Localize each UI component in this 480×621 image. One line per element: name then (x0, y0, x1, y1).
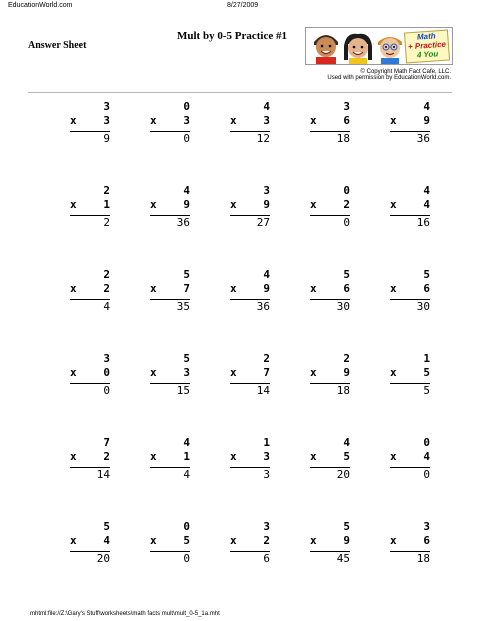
answer-value: 27 (256, 216, 270, 229)
bottom-factor: 3 (263, 114, 270, 127)
problem-stack (70, 436, 110, 482)
permission-line: Used with permission by EducationWorld.com. (327, 75, 451, 81)
times-sign: x (150, 450, 157, 463)
answer-value: 15 (176, 384, 190, 397)
multiplication-problem (200, 268, 280, 352)
answer-value: 16 (416, 216, 430, 229)
multiplication-problem (200, 352, 280, 436)
times-sign: x (150, 282, 157, 295)
problem-stack (230, 184, 270, 230)
times-sign: x (310, 366, 317, 379)
problem-stack (390, 520, 430, 566)
problem-row (40, 436, 440, 520)
problem-stack (70, 184, 110, 230)
bottom-factor: 6 (343, 114, 350, 127)
problem-stack (390, 268, 430, 314)
times-sign: x (310, 282, 317, 295)
problem-stack (390, 352, 430, 398)
top-factor: 0 (183, 100, 190, 113)
bottom-factor: 9 (263, 198, 270, 211)
bottom-factor: 7 (263, 366, 270, 379)
top-factor: 3 (103, 100, 110, 113)
answer-value: 0 (423, 468, 430, 481)
answer-value: 30 (336, 300, 350, 313)
operator-line (310, 534, 350, 548)
times-sign: x (150, 114, 157, 127)
multiplication-problem (280, 436, 360, 520)
bottom-factor: 7 (183, 282, 190, 295)
top-factor: 7 (103, 436, 110, 449)
problem-stack (70, 100, 110, 146)
answer-value: 14 (96, 468, 110, 481)
multiplication-problem (120, 268, 200, 352)
operator-line (150, 450, 190, 464)
bottom-factor: 3 (263, 450, 270, 463)
top-factor: 5 (343, 268, 350, 281)
operator-line (150, 114, 190, 128)
top-factor: 4 (263, 100, 270, 113)
multiplication-problem (200, 520, 280, 604)
times-sign: x (390, 534, 397, 547)
print-header-site: EducationWorld.com (8, 2, 73, 9)
logo-text-math: Math (416, 31, 436, 42)
top-factor: 0 (423, 436, 430, 449)
header-divider (28, 92, 452, 93)
times-sign: x (230, 534, 237, 547)
multiplication-problem (280, 100, 360, 184)
bottom-factor: 6 (423, 282, 430, 295)
bottom-factor: 3 (183, 366, 190, 379)
answer-value: 35 (176, 300, 190, 313)
answer-value: 9 (103, 132, 110, 145)
top-factor: 2 (263, 352, 270, 365)
answer-value: 18 (336, 132, 350, 145)
answer-value: 20 (336, 468, 350, 481)
times-sign: x (230, 114, 237, 127)
operator-line (230, 450, 270, 464)
bottom-factor: 9 (343, 534, 350, 547)
top-factor: 3 (103, 352, 110, 365)
top-factor: 2 (343, 352, 350, 365)
multiplication-problem (120, 520, 200, 604)
problem-stack (70, 268, 110, 314)
multiplication-problem (120, 352, 200, 436)
bottom-factor: 9 (263, 282, 270, 295)
problem-stack (150, 268, 190, 314)
problem-stack (390, 100, 430, 146)
operator-line (310, 282, 350, 296)
top-factor: 0 (183, 520, 190, 533)
problem-stack (310, 436, 350, 482)
bottom-factor: 2 (103, 282, 110, 295)
bottom-factor: 3 (103, 114, 110, 127)
multiplication-problem (200, 100, 280, 184)
copyright-line: © Copyright Math Fact Cafe, LLC. (360, 69, 451, 75)
answer-value: 0 (103, 384, 110, 397)
bottom-factor: 5 (423, 366, 430, 379)
answer-value: 5 (423, 384, 430, 397)
times-sign: x (70, 366, 77, 379)
times-sign: x (70, 282, 77, 295)
times-sign: x (390, 282, 397, 295)
answer-value: 20 (96, 552, 110, 565)
times-sign: x (230, 282, 237, 295)
multiplication-problem (40, 520, 120, 604)
operator-line (310, 450, 350, 464)
logo-text-4you: 4 You (416, 49, 439, 60)
top-factor: 3 (343, 100, 350, 113)
top-factor: 5 (423, 268, 430, 281)
operator-line (310, 114, 350, 128)
top-factor: 1 (423, 352, 430, 365)
answer-value: 12 (256, 132, 270, 145)
problem-stack (230, 268, 270, 314)
bottom-factor: 2 (343, 198, 350, 211)
multiplication-problem (40, 352, 120, 436)
times-sign: x (230, 198, 237, 211)
operator-line (70, 366, 110, 380)
operator-line (310, 198, 350, 212)
answer-value: 36 (416, 132, 430, 145)
multiplication-problem (200, 184, 280, 268)
operator-line (150, 198, 190, 212)
operator-line (70, 114, 110, 128)
operator-line (70, 450, 110, 464)
multiplication-problem (360, 184, 440, 268)
answer-value: 14 (256, 384, 270, 397)
print-footer-path: mhtml:file://Z:\Gary's Stuff\worksheets\math facts mult\mult_0-5_1a.mht (30, 611, 220, 617)
problem-stack (150, 352, 190, 398)
operator-line (150, 282, 190, 296)
answer-value: 4 (103, 300, 110, 313)
operator-line (70, 534, 110, 548)
multiplication-problem (360, 268, 440, 352)
operator-line (390, 366, 430, 380)
times-sign: x (230, 450, 237, 463)
times-sign: x (150, 198, 157, 211)
times-sign: x (390, 366, 397, 379)
multiplication-problem (120, 100, 200, 184)
top-factor: 5 (183, 268, 190, 281)
multiplication-problem (40, 436, 120, 520)
math-practice-card (404, 30, 450, 64)
bottom-factor: 9 (343, 366, 350, 379)
operator-line (150, 366, 190, 380)
times-sign: x (150, 366, 157, 379)
bottom-factor: 4 (423, 198, 430, 211)
operator-line (390, 114, 430, 128)
multiplication-problem (120, 436, 200, 520)
answer-value: 45 (336, 552, 350, 565)
operator-line (390, 450, 430, 464)
top-factor: 4 (263, 268, 270, 281)
bottom-factor: 2 (263, 534, 270, 547)
answer-value: 0 (183, 552, 190, 565)
answer-value: 0 (343, 216, 350, 229)
answer-value: 2 (103, 216, 110, 229)
times-sign: x (70, 114, 77, 127)
problem-stack (150, 436, 190, 482)
multiplication-problem (280, 268, 360, 352)
times-sign: x (310, 198, 317, 211)
times-sign: x (150, 534, 157, 547)
top-factor: 1 (263, 436, 270, 449)
bottom-factor: 2 (103, 450, 110, 463)
multiplication-problem (120, 184, 200, 268)
multiplication-problem (40, 268, 120, 352)
bottom-factor: 0 (103, 366, 110, 379)
operator-line (390, 534, 430, 548)
multiplication-problem (280, 184, 360, 268)
answer-sheet-label: Answer Sheet (28, 40, 87, 51)
top-factor: 0 (343, 184, 350, 197)
multiplication-problem (360, 520, 440, 604)
operator-line (70, 198, 110, 212)
print-header-date: 8/27/2009 (227, 2, 259, 9)
operator-line (230, 366, 270, 380)
top-factor: 3 (263, 520, 270, 533)
bottom-factor: 3 (183, 114, 190, 127)
problem-stack (150, 100, 190, 146)
times-sign: x (310, 450, 317, 463)
times-sign: x (70, 534, 77, 547)
answer-value: 18 (336, 384, 350, 397)
top-factor: 5 (343, 520, 350, 533)
multiplication-problem (360, 436, 440, 520)
answer-value: 36 (176, 216, 190, 229)
problem-row (40, 100, 440, 184)
kids-cartoon-icon (308, 30, 404, 64)
top-factor: 4 (183, 436, 190, 449)
problem-stack (310, 352, 350, 398)
times-sign: x (310, 114, 317, 127)
bottom-factor: 9 (183, 198, 190, 211)
operator-line (70, 282, 110, 296)
operator-line (230, 114, 270, 128)
logo-text-practice: + Practice (407, 39, 447, 52)
top-factor: 5 (183, 352, 190, 365)
multiplication-problem (40, 100, 120, 184)
answer-value: 30 (416, 300, 430, 313)
problem-stack (150, 184, 190, 230)
top-factor: 2 (103, 184, 110, 197)
times-sign: x (390, 450, 397, 463)
answer-value: 18 (416, 552, 430, 565)
top-factor: 5 (103, 520, 110, 533)
answer-value: 3 (263, 468, 270, 481)
problem-stack (310, 268, 350, 314)
problem-row (40, 268, 440, 352)
top-factor: 4 (423, 184, 430, 197)
problem-stack (230, 100, 270, 146)
bottom-factor: 9 (423, 114, 430, 127)
times-sign: x (70, 450, 77, 463)
problem-stack (390, 184, 430, 230)
problem-stack (310, 184, 350, 230)
top-factor: 4 (183, 184, 190, 197)
operator-line (390, 282, 430, 296)
problem-stack (230, 520, 270, 566)
times-sign: x (390, 114, 397, 127)
problem-stack (230, 436, 270, 482)
top-factor: 4 (423, 100, 430, 113)
problem-row (40, 184, 440, 268)
bottom-factor: 5 (183, 534, 190, 547)
problem-stack (70, 352, 110, 398)
bottom-factor: 6 (343, 282, 350, 295)
problem-grid (40, 100, 440, 604)
problem-row (40, 352, 440, 436)
top-factor: 3 (423, 520, 430, 533)
times-sign: x (310, 534, 317, 547)
operator-line (310, 366, 350, 380)
problem-stack (310, 100, 350, 146)
bottom-factor: 1 (103, 198, 110, 211)
operator-line (230, 282, 270, 296)
times-sign: x (390, 198, 397, 211)
worksheet-title: Mult by 0-5 Practice #1 (177, 30, 287, 42)
problem-stack (70, 520, 110, 566)
bottom-factor: 4 (103, 534, 110, 547)
multiplication-problem (360, 100, 440, 184)
times-sign: x (70, 198, 77, 211)
top-factor: 2 (103, 268, 110, 281)
operator-line (230, 198, 270, 212)
answer-value: 36 (256, 300, 270, 313)
operator-line (230, 534, 270, 548)
multiplication-problem (280, 352, 360, 436)
bottom-factor: 4 (423, 450, 430, 463)
answer-value: 0 (183, 132, 190, 145)
problem-stack (150, 520, 190, 566)
problem-row (40, 520, 440, 604)
math-practice-logo (305, 27, 453, 65)
top-factor: 4 (343, 436, 350, 449)
operator-line (390, 198, 430, 212)
bottom-factor: 6 (423, 534, 430, 547)
multiplication-problem (40, 184, 120, 268)
top-factor: 3 (263, 184, 270, 197)
problem-stack (230, 352, 270, 398)
bottom-factor: 5 (343, 450, 350, 463)
times-sign: x (230, 366, 237, 379)
multiplication-problem (280, 520, 360, 604)
problem-stack (390, 436, 430, 482)
multiplication-problem (200, 436, 280, 520)
answer-value: 6 (263, 552, 270, 565)
bottom-factor: 1 (183, 450, 190, 463)
answer-value: 4 (183, 468, 190, 481)
problem-stack (310, 520, 350, 566)
multiplication-problem (360, 352, 440, 436)
operator-line (150, 534, 190, 548)
